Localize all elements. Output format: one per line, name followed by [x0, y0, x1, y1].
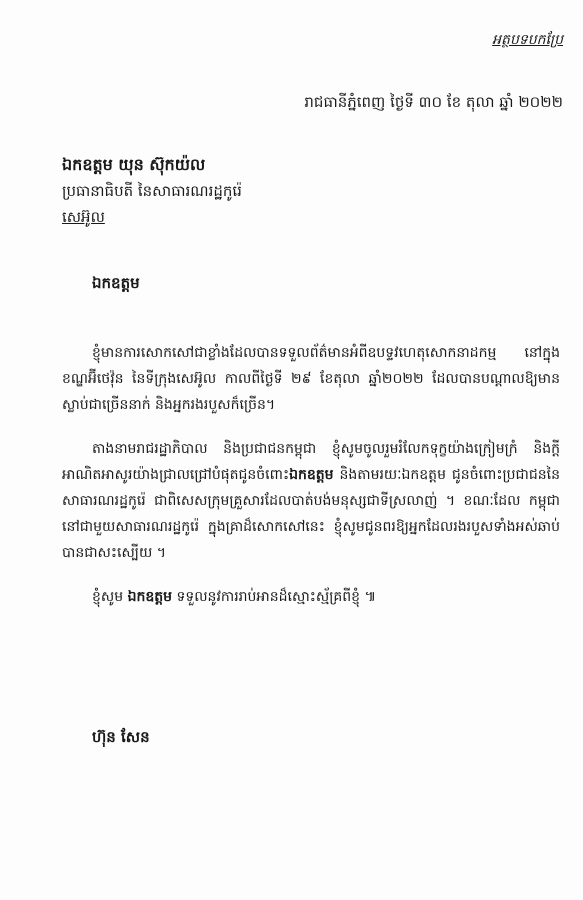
paragraph-text: ទទួលនូវការរាប់អានដ៏ស្មោះស្ម័គ្រពីខ្ញុំ ៕	[172, 589, 377, 605]
bold-honorific: ឯកឧត្តម	[127, 589, 172, 605]
salutation: ឯកឧត្តម	[92, 274, 140, 292]
signature-name: ហ៊ុន សែន	[92, 728, 150, 746]
recipient-block	[62, 152, 242, 230]
translation-note: អត្ថបទបកប្រែ	[492, 32, 563, 48]
paragraph-text: តាងនាមរាជរដ្ឋាភិបាល និងប្រជាជនកម្ពុជា ខ្ញុំសូមចូលរួមរំលែកទុក្ខយ៉ាងក្រៀមក្រំ និងក្តីអាណិតអាសូរយ៉ាងជ្រាលជ្រៅបំផុតជូនចំពោះ	[62, 441, 560, 483]
recipient-name: ឯកឧត្តម យុន ស៊ុកយ៉ល	[62, 155, 206, 174]
paragraph-text: និងតាមរយៈឯកឧត្តម ជូនចំពោះប្រជាជននៃសាធារណរដ្ឋកូរ៉េ ជាពិសេសក្រុមគ្រួសារដែលបាត់បង់មនុស្សជាទីស្រលាញ់ ។ ខណៈដែល កម្ពុជានៅជាមួយសាធារណរដ្ឋកូរ៉េ ក្នុងគ្រាដ៏សោកសៅនេះ ខ្ញុំសូមជូនពរឱ្យអ្នកដែលរងរបួសទាំងអស់ឆាប់បានជាសះស្បើយ ។	[62, 467, 560, 561]
recipient-title: ប្រធានាធិបតី នៃសាធារណរដ្ឋកូរ៉េ	[62, 182, 242, 200]
letter-body	[62, 340, 560, 628]
date-line: រាជធានីភ្នំពេញ ថ្ងៃទី ៣០ ខែ តុលា ឆ្នាំ ២០២២	[304, 93, 563, 111]
paragraph-sympathy	[62, 436, 560, 566]
bold-honorific: ឯកឧត្តម	[289, 467, 334, 483]
paragraph-closing	[62, 584, 560, 610]
recipient-city: សេអ៊ូល	[62, 208, 105, 226]
paragraph-text: ខ្ញុំមានការសោកសៅជាខ្លាំងដែលបានទទួលព័ត៌មានអំពីឧបទ្ទវហេតុសោកនាដកម្ម នៅក្នុងខណ្ឌអ៊ីថេវ៉ុន នៃទីក្រុងសេអ៊ូល កាលពីថ្ងៃទី ២៩ ខែតុលា ឆ្នាំ២០២២ ដែលបានបណ្តាលឱ្យមានស្លាប់ជាច្រើននាក់ និងអ្នករងរបួសក៏ច្រើន។	[62, 345, 560, 413]
paragraph-text: ខ្ញុំសូម	[92, 589, 128, 605]
paragraph-condolence-news	[62, 340, 560, 418]
